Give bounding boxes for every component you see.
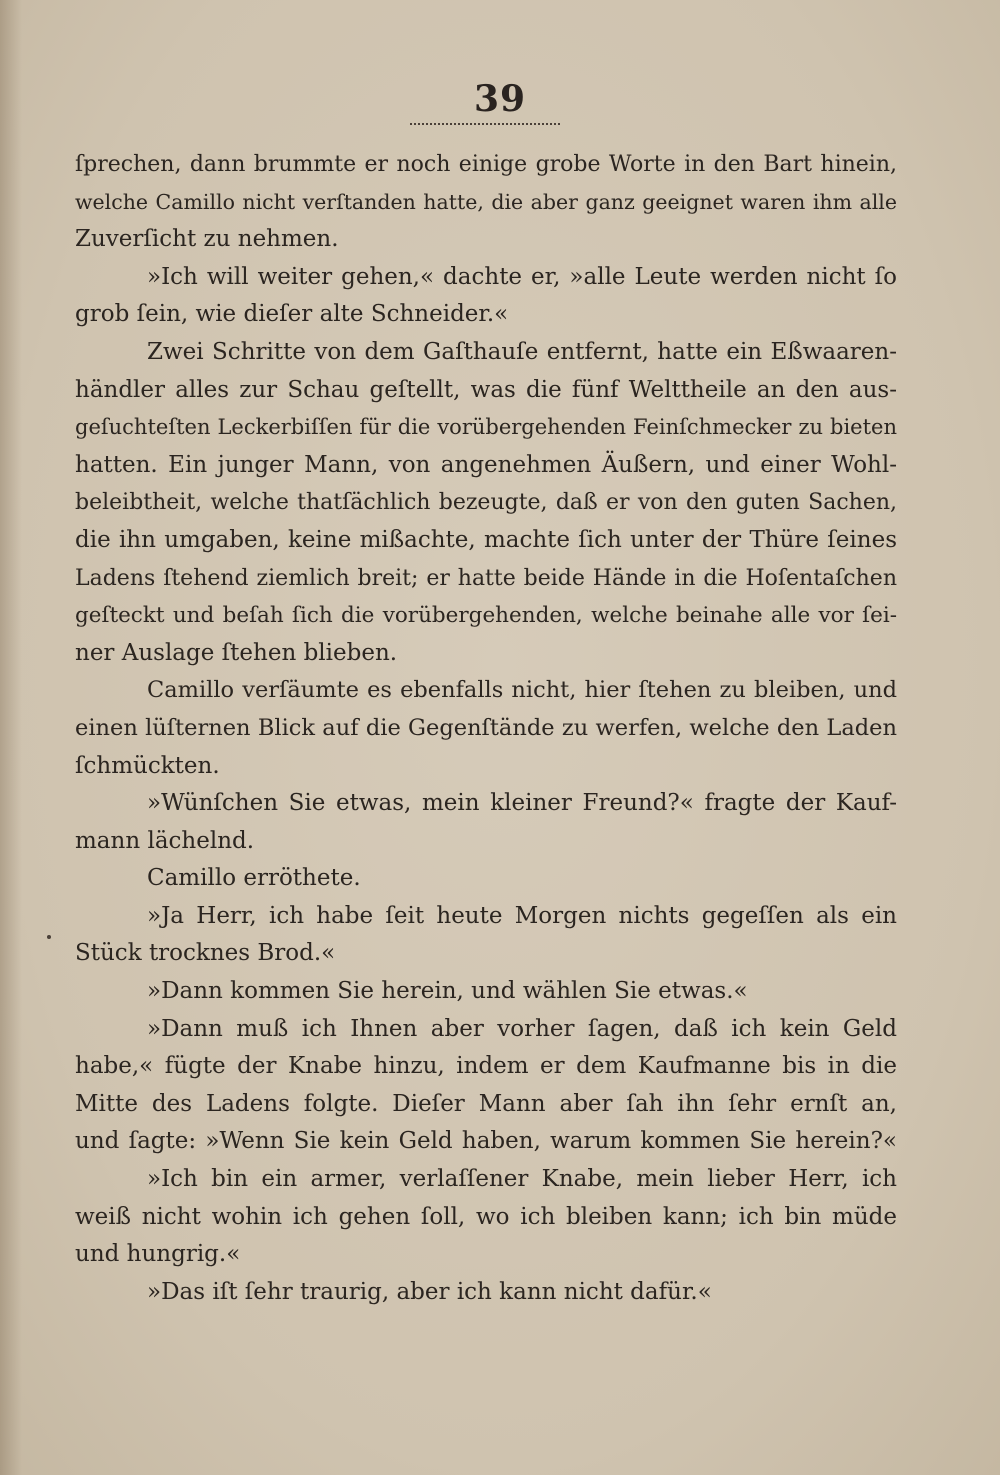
text-line: ner Auslage ſtehen blieben. — [75, 639, 398, 666]
text-line: Camillo verſäumte es ebenfalls nicht, hier ſtehen zu bleiben, und — [147, 677, 897, 704]
text-line: mann lächelnd. — [75, 827, 255, 854]
text-line: »Dann muß ich Ihnen aber vorher ſagen, daß ich kein Geld — [147, 1015, 897, 1042]
page-number: 39 — [473, 78, 527, 120]
text-line: weiß nicht wohin ich gehen ſoll, wo ich bleiben kann; ich bin müde — [75, 1203, 897, 1230]
text-line: Camillo erröthete. — [147, 865, 361, 892]
text-line: »Dann kommen Sie herein, und wählen Sie etwas.« — [147, 978, 748, 1005]
text-line: Zuverſicht zu nehmen. — [75, 226, 339, 253]
margin-mark — [47, 935, 51, 939]
text-line: Mitte des Ladens folgte. Dieſer Mann aber ſah ihn ſehr ernſt an, — [75, 1090, 897, 1117]
text-line: »Ich bin ein armer, verlaſſener Knabe, mein lieber Herr, ich — [147, 1166, 897, 1193]
text-line: »Ja Herr, ich habe ſeit heute Morgen nichts gegeſſen als ein — [147, 902, 897, 929]
text-line: »Ich will weiter gehen,« dachte er, »alle Leute werden nicht ſo — [147, 263, 897, 290]
text-line: Ladens ſtehend ziemlich breit; er hatte beide Hände in die Hoſentaſchen — [75, 565, 897, 591]
text-line: »Das iſt ſehr traurig, aber ich kann nicht dafür.« — [147, 1278, 712, 1305]
page-gutter-shadow — [0, 0, 22, 1475]
text-line: grob ſein, wie dieſer alte Schneider.« — [75, 301, 509, 328]
body-text — [75, 146, 897, 1311]
text-line: und ſagte: »Wenn Sie kein Geld haben, warum kommen Sie herein?« — [75, 1128, 897, 1155]
header-rule — [410, 123, 560, 125]
text-line: beleibtheit, welche thatſächlich bezeugte, daß er von den guten Sachen, — [75, 490, 897, 516]
text-line: habe,« fügte der Knabe hinzu, indem er dem Kaufmanne bis in die — [75, 1053, 897, 1080]
text-line: hatten. Ein junger Mann, von angenehmen Äußern, und einer Wohl- — [75, 451, 897, 478]
text-line: geſuchteſten Leckerbiſſen für die vorübergehenden Feinſchmecker zu bieten — [75, 415, 897, 440]
text-line: »Wünſchen Sie etwas, mein kleiner Freund?« fragte der Kauf- — [147, 790, 897, 817]
text-line: Zwei Schritte von dem Gaſthauſe entfernt, hatte ein Eßwaaren- — [147, 338, 897, 365]
text-line: geſteckt und beſah ſich die vorübergehenden, welche beinahe alle vor ſei- — [75, 603, 897, 629]
text-line: ſprechen, dann brummte er noch einige grobe Worte in den Bart hinein, — [75, 152, 897, 177]
text-line: händler alles zur Schau geſtellt, was die fünf Welttheile an den aus- — [75, 376, 897, 403]
text-line: welche Camillo nicht verſtanden hatte, die aber ganz geeignet waren ihm alle — [75, 189, 897, 214]
text-line: einen lüſternen Blick auf die Gegenſtände zu werfen, welche den Laden — [75, 714, 897, 741]
text-line: ſchmückten. — [75, 752, 220, 779]
text-line: und hungrig.« — [75, 1241, 241, 1268]
text-line: Stück trocknes Brod.« — [75, 940, 336, 967]
text-line: die ihn umgaben, keine mißachte, machte ſich unter der Thüre ſeines — [75, 526, 897, 553]
